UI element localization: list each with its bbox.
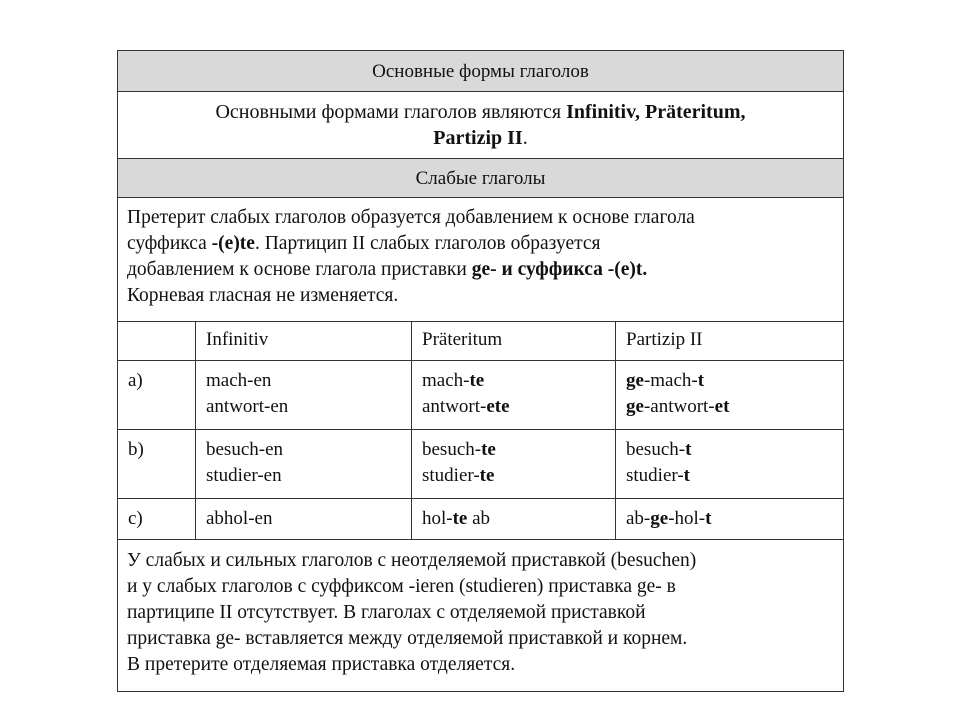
- table-title: [118, 51, 844, 92]
- desc-text: суффикса: [127, 233, 212, 254]
- table-header-row: [118, 322, 844, 361]
- verb-suffix: t: [697, 370, 705, 391]
- intro-line-1: [118, 99, 843, 125]
- verb-prefix: ge: [650, 508, 669, 529]
- verb-suffix: ete: [486, 396, 510, 417]
- verb-suffix: te: [481, 439, 496, 460]
- verb-form: mach-en: [206, 370, 272, 391]
- infinitiv-cell: [196, 430, 412, 498]
- intro-partizip-bold: Partizip II: [433, 127, 523, 149]
- verb-stem: antwort-: [422, 396, 487, 417]
- column-header-label: [118, 322, 196, 360]
- verb-suffix: te: [452, 508, 468, 529]
- verb-particle: ab: [467, 508, 491, 529]
- verb-form: antwort-en: [206, 396, 289, 417]
- row-label: c): [118, 499, 196, 539]
- verb-stem: besuch-: [422, 439, 482, 460]
- verb-particle: ab-: [626, 508, 651, 529]
- verb-form: abhol-en: [206, 508, 273, 529]
- intro-row: [118, 92, 844, 159]
- description-line-2: [127, 231, 835, 257]
- verb-prefix: ge: [626, 370, 644, 391]
- verb-stem: -hol-: [668, 508, 706, 529]
- note-paragraph: [118, 540, 844, 692]
- description-paragraph: [118, 198, 844, 322]
- note-line-2: и у слабых глаголов с суффиксом -ieren (studieren) приставка ge- в: [127, 576, 676, 597]
- verb-form: [422, 394, 615, 420]
- intro-forms-bold: Infinitiv, Präteritum,: [566, 101, 746, 123]
- note-line-1: У слабых и сильных глаголов с неотделяемой приставкой (besuchen): [127, 550, 697, 571]
- column-header-prateritum: Präteritum: [412, 322, 616, 360]
- weak-verbs-title: Слабые глаголы: [415, 168, 546, 189]
- note-line-5: В претерите отделяемая приставка отделяется.: [127, 654, 516, 675]
- verb-form: [422, 463, 615, 489]
- verb-forms-table: [117, 50, 844, 692]
- partizip-cell: [616, 499, 842, 539]
- verb-stem: besuch-: [626, 439, 686, 460]
- table-row: [118, 430, 844, 499]
- desc-suffix-bold: -(e)te: [211, 233, 255, 254]
- verb-form: [626, 368, 842, 394]
- verb-stem: mach-: [422, 370, 470, 391]
- description-line-3: [127, 257, 835, 283]
- prateritum-cell: [412, 361, 616, 429]
- verb-form: [626, 506, 842, 532]
- note-line-4: приставка ge- вставляется между отделяемой приставкой и корнем.: [127, 628, 688, 649]
- description-line-1: Претерит слабых глаголов образуется добавлением к основе глагола: [127, 207, 695, 228]
- infinitiv-cell: [196, 499, 412, 539]
- description-line-4: Корневая гласная не изменяется.: [127, 285, 399, 306]
- prateritum-cell: [412, 430, 616, 498]
- column-header-partizip: Partizip II: [626, 329, 703, 350]
- verb-stem: studier-: [626, 465, 684, 486]
- note-line-3: партиципе II отсутствует. В глаголах с отделяемой приставкой: [127, 602, 646, 623]
- verb-suffix: t: [683, 465, 690, 486]
- desc-text: добавлением к основе глагола приставки: [127, 259, 472, 280]
- verb-form: besuch-en: [206, 439, 284, 460]
- verb-prefix: ge: [626, 396, 644, 417]
- weak-verbs-header: [118, 159, 844, 198]
- intro-line-2: [118, 125, 843, 151]
- verb-form: [422, 506, 615, 532]
- verb-stem: hol-: [422, 508, 453, 529]
- verb-form: [626, 437, 842, 463]
- intro-period: .: [522, 127, 528, 149]
- verb-stem: -antwort-: [643, 396, 715, 417]
- partizip-cell: [616, 430, 842, 498]
- desc-prefix-bold: ge- и суффикса -(e)t.: [471, 259, 648, 280]
- verb-form: [422, 437, 615, 463]
- table-row: [118, 361, 844, 430]
- verb-suffix: t: [705, 508, 712, 529]
- row-label: b): [118, 430, 196, 498]
- partizip-cell: [616, 361, 842, 429]
- verb-form: [626, 463, 842, 489]
- verb-form: [422, 368, 615, 394]
- verb-stem: studier-: [422, 465, 480, 486]
- row-label: a): [118, 361, 196, 429]
- verb-suffix: te: [469, 370, 485, 391]
- verb-stem: -mach-: [643, 370, 698, 391]
- verb-suffix: te: [479, 465, 495, 486]
- table-title-text: Основные формы глаголов: [372, 61, 589, 82]
- column-header-infinitiv: Infinitiv: [196, 322, 412, 360]
- verb-suffix: et: [714, 396, 730, 417]
- verb-form: studier-en: [206, 465, 282, 486]
- verb-suffix: t: [685, 439, 692, 460]
- table-row: [118, 499, 844, 540]
- verb-form: [626, 394, 842, 420]
- intro-text: Основными формами глаголов являются: [215, 101, 567, 123]
- desc-text: . Партицип II слабых глаголов образуется: [254, 233, 601, 254]
- infinitiv-cell: [196, 361, 412, 429]
- prateritum-cell: [412, 499, 616, 539]
